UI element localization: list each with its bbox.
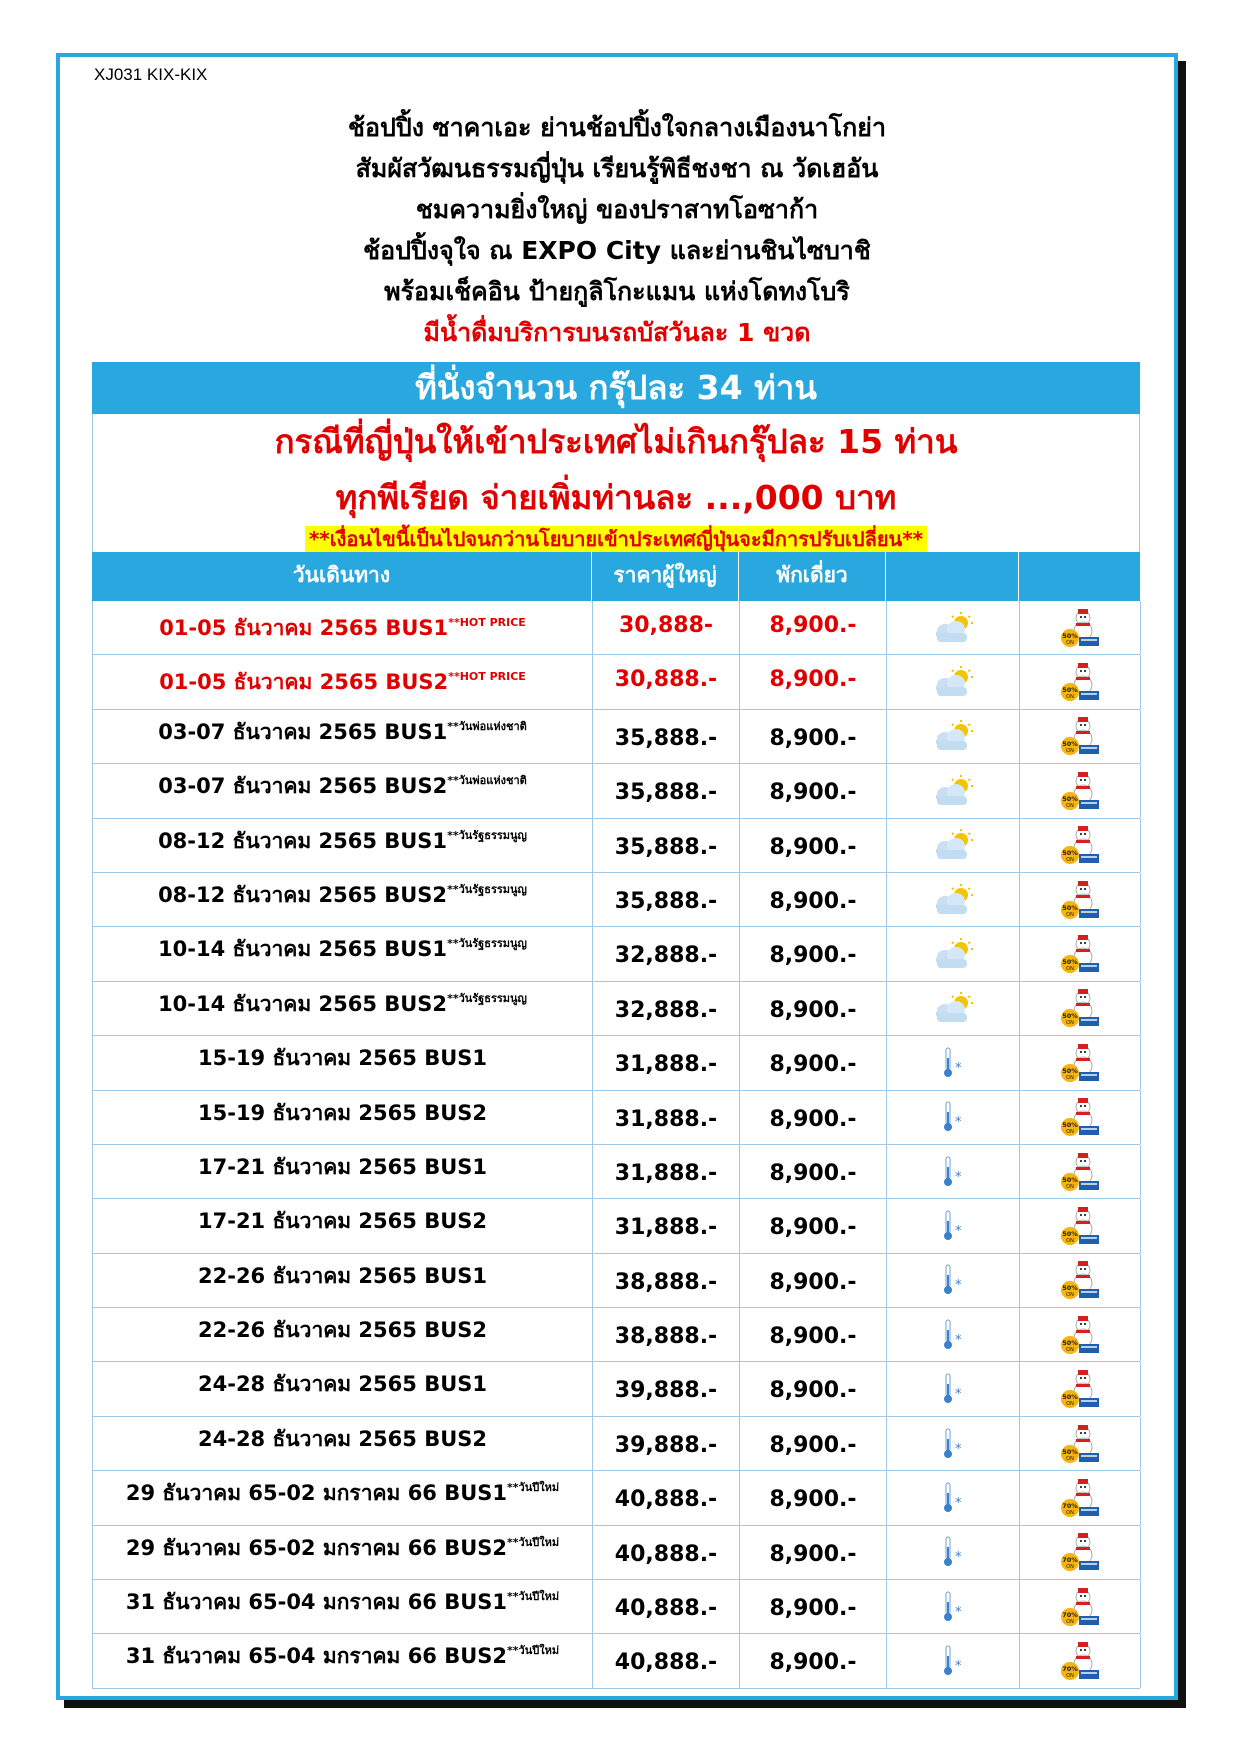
single-supplement: 8,900.- — [740, 1634, 887, 1687]
snowman-promo-icon — [1020, 764, 1141, 817]
date-tag: **วันพ่อแห่งชาติ — [447, 774, 527, 788]
svg-text:*: * — [955, 1387, 962, 1403]
travel-date — [93, 873, 593, 926]
cold-thermometer-icon — [887, 1634, 1020, 1687]
travel-date — [93, 927, 593, 980]
highlight-line: ช้อปปิ้ง ซาคาเอะ ย่านช้อปปิ้งใจกลางเมืองนาโกย่า — [348, 113, 886, 142]
adult-price: 40,888.- — [593, 1471, 740, 1524]
seats-banner: ที่นั่งจำนวน กรุ๊ปละ 34 ท่าน — [92, 362, 1140, 414]
travel-date — [93, 1362, 593, 1415]
svg-text:ON: ON — [1066, 1237, 1074, 1244]
svg-text:ON: ON — [1066, 802, 1074, 809]
partly-cloudy-icon — [887, 819, 1020, 872]
travel-date — [93, 1308, 593, 1361]
cold-thermometer-icon — [887, 1308, 1020, 1361]
col-date: วันเดินทาง — [92, 552, 592, 601]
highlight-line: ช้อปปิ้งจุใจ ณ EXPO City และย่านชินไซบาชิ — [363, 236, 871, 265]
adult-price: 40,888.- — [593, 1634, 740, 1687]
adult-price: 32,888.- — [593, 927, 740, 980]
cold-thermometer-icon — [887, 1526, 1020, 1579]
partly-cloudy-icon — [887, 601, 1020, 654]
travel-date-text: 24-28 ธันวาคม 2565 BUS2 — [198, 1426, 487, 1451]
adult-price: 35,888.- — [593, 710, 740, 763]
svg-text:*: * — [955, 1604, 962, 1620]
col-promo — [1019, 552, 1140, 601]
svg-text:ON: ON — [1066, 857, 1074, 864]
svg-text:50%: 50% — [1062, 1447, 1078, 1456]
table-row — [93, 601, 1140, 655]
surcharge-note: ทุกพีเรียด จ่ายเพิ่มท่านละ ...,000 บาท — [335, 478, 897, 517]
svg-text:70%: 70% — [1062, 1501, 1078, 1510]
svg-text:50%: 50% — [1062, 1284, 1078, 1293]
travel-date — [93, 764, 593, 817]
table-row — [93, 1199, 1140, 1253]
highlight-line: ชมความยิ่งใหญ่ ของปราสาทโอซาก้า — [415, 195, 819, 224]
travel-date-text: 15-19 ธันวาคม 2565 BUS2 — [198, 1100, 487, 1125]
partly-cloudy-icon — [887, 982, 1020, 1035]
snowman-promo-icon — [1020, 1091, 1141, 1144]
partly-cloudy-icon — [887, 710, 1020, 763]
snowman-promo-icon — [1020, 1145, 1141, 1198]
svg-text:*: * — [955, 1659, 962, 1675]
travel-date — [93, 1036, 593, 1089]
svg-text:70%: 70% — [1062, 1610, 1078, 1619]
partly-cloudy-icon — [887, 655, 1020, 708]
travel-date-text: 31 ธันวาคม 65-04 มกราคม 66 BUS1 — [125, 1590, 508, 1615]
svg-text:ON: ON — [1066, 639, 1074, 646]
svg-text:ON: ON — [1066, 911, 1074, 918]
cold-thermometer-icon — [887, 1091, 1020, 1144]
travel-date — [93, 819, 593, 872]
travel-date-text: 03-07 ธันวาคม 2565 BUS2 — [158, 774, 448, 799]
svg-text:ON: ON — [1066, 1673, 1074, 1680]
page-frame — [56, 53, 1178, 1700]
highlight-line: สัมผัสวัฒนธรรมญี่ปุ่น เรียนรู้พิธีชงชา ณ วัดเฮอัน — [355, 154, 879, 183]
svg-text:50%: 50% — [1062, 958, 1078, 967]
adult-price: 31,888.- — [593, 1145, 740, 1198]
travel-date-text: 29 ธันวาคม 65-02 มกราคม 66 BUS2 — [125, 1535, 508, 1560]
condition-note — [92, 414, 1140, 552]
snowman-promo-icon — [1020, 819, 1141, 872]
svg-text:50%: 50% — [1062, 1393, 1078, 1402]
travel-date — [93, 1254, 593, 1307]
table-row — [93, 1308, 1140, 1362]
travel-date-text: 17-21 ธันวาคม 2565 BUS1 — [198, 1154, 487, 1179]
col-single-supplement: พักเดี่ยว — [739, 552, 886, 601]
single-supplement: 8,900.- — [740, 764, 887, 817]
price-table — [92, 362, 1140, 1689]
travel-date-text: 24-28 ธันวาคม 2565 BUS1 — [198, 1372, 487, 1397]
date-tag: **วันพ่อแห่งชาติ — [447, 719, 527, 733]
adult-price: 40,888.- — [593, 1526, 740, 1579]
single-supplement: 8,900.- — [740, 1417, 887, 1470]
single-supplement: 8,900.- — [740, 1580, 887, 1633]
snowman-promo-icon — [1020, 982, 1141, 1035]
table-row — [93, 1526, 1140, 1580]
svg-text:ON: ON — [1066, 1074, 1074, 1081]
travel-date-text: 22-26 ธันวาคม 2565 BUS2 — [198, 1318, 487, 1343]
single-supplement: 8,900.- — [740, 819, 887, 872]
single-supplement: 8,900.- — [740, 1362, 887, 1415]
date-tag: **วันปีใหม่ — [507, 1590, 560, 1604]
adult-price: 35,888.- — [593, 873, 740, 926]
table-row — [93, 982, 1140, 1036]
svg-text:50%: 50% — [1062, 1121, 1078, 1130]
cold-thermometer-icon — [887, 1145, 1020, 1198]
single-supplement: 8,900.- — [740, 655, 887, 708]
table-row — [93, 819, 1140, 873]
snowman-promo-icon — [1020, 601, 1141, 654]
travel-date — [93, 1634, 593, 1687]
single-supplement: 8,900.- — [740, 1145, 887, 1198]
travel-date — [93, 1471, 593, 1524]
partly-cloudy-icon — [887, 927, 1020, 980]
cold-thermometer-icon — [887, 1362, 1020, 1415]
travel-date-text: 03-07 ธันวาคม 2565 BUS1 — [158, 719, 448, 744]
single-supplement: 8,900.- — [740, 1526, 887, 1579]
travel-date — [93, 1580, 593, 1633]
svg-text:50%: 50% — [1062, 740, 1078, 749]
svg-text:*: * — [955, 1223, 962, 1239]
cold-thermometer-icon — [887, 1199, 1020, 1252]
adult-price: 38,888.- — [593, 1254, 740, 1307]
svg-text:50%: 50% — [1062, 903, 1078, 912]
travel-date-text: 17-21 ธันวาคม 2565 BUS2 — [198, 1209, 487, 1234]
date-tag: **วันปีใหม่ — [507, 1535, 560, 1549]
cold-thermometer-icon — [887, 1036, 1020, 1089]
svg-text:50%: 50% — [1062, 1175, 1078, 1184]
table-row — [93, 655, 1140, 709]
svg-text:ON: ON — [1066, 966, 1074, 973]
table-row — [93, 1417, 1140, 1471]
svg-text:*: * — [955, 1332, 962, 1348]
single-supplement: 8,900.- — [740, 601, 887, 654]
svg-text:70%: 70% — [1062, 1556, 1078, 1565]
table-row — [93, 710, 1140, 764]
snowman-promo-icon — [1020, 1254, 1141, 1307]
table-row — [93, 1145, 1140, 1199]
svg-text:*: * — [955, 1169, 962, 1185]
adult-price: 32,888.- — [593, 982, 740, 1035]
snowman-promo-icon — [1020, 1362, 1141, 1415]
travel-date — [93, 1526, 593, 1579]
svg-text:*: * — [955, 1278, 962, 1294]
col-weather — [886, 552, 1019, 601]
travel-date-text: 31 ธันวาคม 65-04 มกราคม 66 BUS2 — [125, 1644, 508, 1669]
table-row — [93, 1362, 1140, 1416]
travel-date-text: 10-14 ธันวาคม 2565 BUS1 — [158, 937, 448, 962]
svg-text:*: * — [955, 1115, 962, 1131]
table-row — [93, 873, 1140, 927]
cold-thermometer-icon — [887, 1471, 1020, 1524]
table-header — [92, 552, 1140, 601]
svg-text:ON: ON — [1066, 1183, 1074, 1190]
table-row — [93, 1580, 1140, 1634]
svg-text:*: * — [955, 1060, 962, 1076]
date-tag: **วันปีใหม่ — [507, 1644, 560, 1658]
table-row — [93, 1471, 1140, 1525]
svg-text:50%: 50% — [1062, 1066, 1078, 1075]
single-supplement: 8,900.- — [740, 873, 887, 926]
svg-text:ON: ON — [1066, 1564, 1074, 1571]
svg-text:*: * — [955, 1495, 962, 1511]
col-adult-price: ราคาผู้ใหญ่ — [592, 552, 739, 601]
svg-text:ON: ON — [1066, 694, 1074, 701]
travel-date — [93, 710, 593, 763]
single-supplement: 8,900.- — [740, 1471, 887, 1524]
svg-text:*: * — [955, 1550, 962, 1566]
snowman-promo-icon — [1020, 655, 1141, 708]
snowman-promo-icon — [1020, 1526, 1141, 1579]
cold-thermometer-icon — [887, 1580, 1020, 1633]
adult-price: 35,888.- — [593, 819, 740, 872]
travel-date — [93, 1145, 593, 1198]
travel-date-text: 22-26 ธันวาคม 2565 BUS1 — [198, 1263, 487, 1288]
svg-text:ON: ON — [1066, 1020, 1074, 1027]
travel-date-text: 08-12 ธันวาคม 2565 BUS2 — [158, 882, 448, 907]
date-tag: **วันรัฐธรรมนูญ — [447, 937, 527, 951]
tour-highlights — [60, 107, 1174, 353]
svg-text:50%: 50% — [1062, 849, 1078, 858]
adult-price: 31,888.- — [593, 1091, 740, 1144]
snowman-promo-icon — [1020, 1634, 1141, 1687]
single-supplement: 8,900.- — [740, 982, 887, 1035]
snowman-promo-icon — [1020, 927, 1141, 980]
table-row — [93, 1634, 1140, 1688]
tour-code: XJ031 KIX-KIX — [94, 65, 208, 84]
table-body — [92, 601, 1140, 1689]
travel-date-text: 15-19 ธันวาคม 2565 BUS1 — [198, 1046, 487, 1071]
adult-price: 30,888.- — [593, 655, 740, 708]
snowman-promo-icon — [1020, 1199, 1141, 1252]
adult-price: 39,888.- — [593, 1417, 740, 1470]
svg-text:ON: ON — [1066, 1509, 1074, 1516]
adult-price: 35,888.- — [593, 764, 740, 817]
svg-text:50%: 50% — [1062, 1229, 1078, 1238]
svg-text:ON: ON — [1066, 748, 1074, 755]
travel-date-text: 01-05 ธันวาคม 2565 BUS2 — [159, 670, 449, 695]
snowman-promo-icon — [1020, 710, 1141, 763]
table-row — [93, 1254, 1140, 1308]
adult-price: 31,888.- — [593, 1036, 740, 1089]
partly-cloudy-icon — [887, 764, 1020, 817]
travel-date-text: 01-05 ธันวาคม 2565 BUS1 — [159, 616, 449, 640]
table-row — [93, 927, 1140, 981]
snowman-promo-icon — [1020, 873, 1141, 926]
date-tag: **วันปีใหม่ — [507, 1481, 560, 1495]
single-supplement: 8,900.- — [740, 1199, 887, 1252]
travel-date — [93, 1417, 593, 1470]
svg-text:50%: 50% — [1062, 794, 1078, 803]
svg-text:70%: 70% — [1062, 1665, 1078, 1674]
single-supplement: 8,900.- — [740, 927, 887, 980]
cold-thermometer-icon — [887, 1417, 1020, 1470]
travel-date-text: 08-12 ธันวาคม 2565 BUS1 — [158, 828, 448, 853]
svg-text:*: * — [955, 1441, 962, 1457]
svg-text:ON: ON — [1066, 1292, 1074, 1299]
travel-date — [93, 1091, 593, 1144]
svg-text:ON: ON — [1066, 1618, 1074, 1625]
travel-date — [93, 1199, 593, 1252]
group-limit-note: กรณีที่ญี่ปุ่นให้เข้าประเทศไม่เกินกรุ๊ปละ 15 ท่าน — [274, 422, 958, 461]
svg-text:ON: ON — [1066, 1401, 1074, 1408]
single-supplement: 8,900.- — [740, 1308, 887, 1361]
adult-price: 39,888.- — [593, 1362, 740, 1415]
svg-text:50%: 50% — [1062, 631, 1078, 640]
date-tag: **HOT PRICE — [448, 616, 526, 629]
adult-price: 31,888.- — [593, 1199, 740, 1252]
date-tag: **วันรัฐธรรมนูญ — [447, 882, 527, 896]
travel-date — [93, 982, 593, 1035]
cold-thermometer-icon — [887, 1254, 1020, 1307]
svg-text:50%: 50% — [1062, 686, 1078, 695]
travel-date — [93, 601, 593, 654]
date-tag: **วันรัฐธรรมนูญ — [447, 828, 527, 842]
snowman-promo-icon — [1020, 1580, 1141, 1633]
water-service-line: มีน้ำดื่มบริการบนรถบัสวันละ 1 ขวด — [423, 318, 811, 347]
date-tag: **HOT PRICE — [448, 670, 526, 684]
policy-note: **เงื่อนไขนี้เป็นไปจนกว่านโยบายเข้าประเทศญี่ปุ่นจะมีการปรับเปลี่ยน** — [305, 526, 927, 552]
snowman-promo-icon — [1020, 1471, 1141, 1524]
table-row — [93, 1091, 1140, 1145]
single-supplement: 8,900.- — [740, 1036, 887, 1089]
single-supplement: 8,900.- — [740, 1091, 887, 1144]
travel-date-text: 29 ธันวาคม 65-02 มกราคม 66 BUS1 — [125, 1481, 508, 1506]
travel-date-text: 10-14 ธันวาคม 2565 BUS2 — [158, 991, 448, 1016]
svg-text:50%: 50% — [1062, 1338, 1078, 1347]
single-supplement: 8,900.- — [740, 1254, 887, 1307]
snowman-promo-icon — [1020, 1417, 1141, 1470]
svg-text:ON: ON — [1066, 1455, 1074, 1462]
adult-price: 30,888- — [593, 601, 740, 654]
highlight-line: พร้อมเช็คอิน ป้ายกูลิโกะแมน แห่งโดทงโบริ — [384, 277, 850, 306]
svg-text:ON: ON — [1066, 1346, 1074, 1353]
snowman-promo-icon — [1020, 1036, 1141, 1089]
adult-price: 40,888.- — [593, 1580, 740, 1633]
adult-price: 38,888.- — [593, 1308, 740, 1361]
svg-text:ON: ON — [1066, 1129, 1074, 1136]
table-row — [93, 764, 1140, 818]
date-tag: **วันรัฐธรรมนูญ — [447, 991, 527, 1005]
snowman-promo-icon — [1020, 1308, 1141, 1361]
travel-date — [93, 655, 593, 708]
table-row — [93, 1036, 1140, 1090]
partly-cloudy-icon — [887, 873, 1020, 926]
svg-text:50%: 50% — [1062, 1012, 1078, 1021]
single-supplement: 8,900.- — [740, 710, 887, 763]
